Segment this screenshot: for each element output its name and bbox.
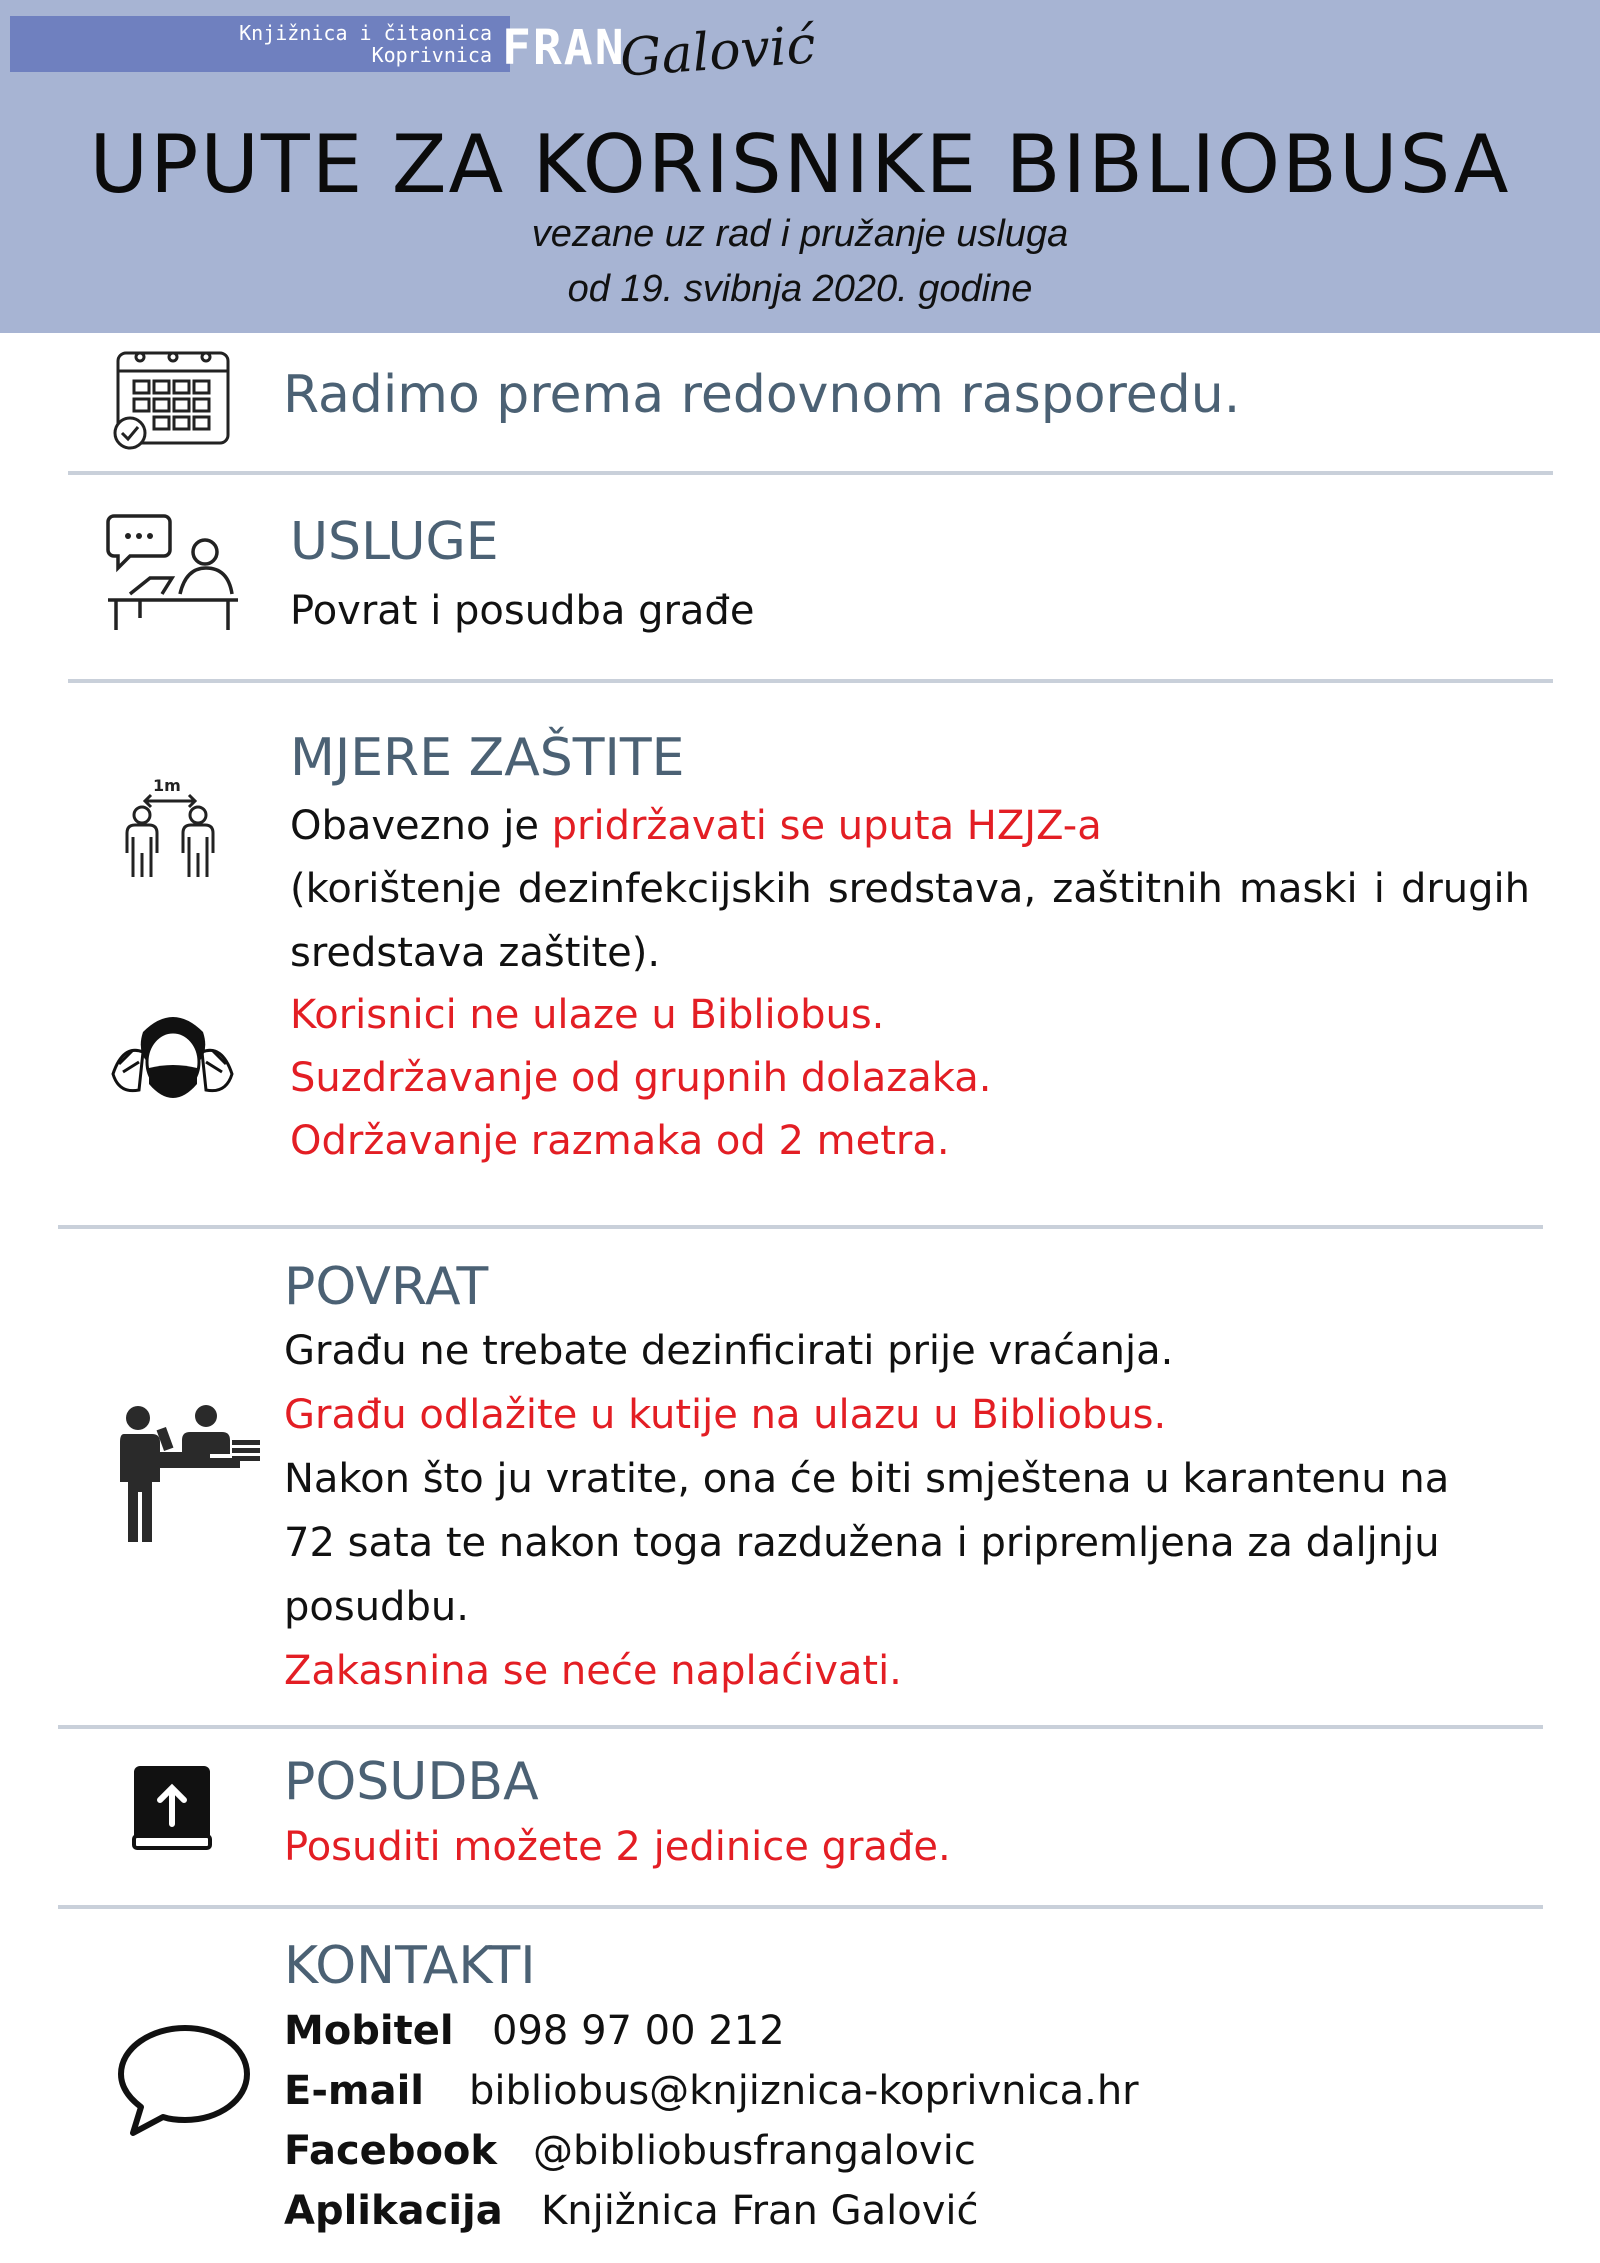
divider xyxy=(68,471,1553,475)
mjere-line-1-red: pridržavati se uputa HZJZ-a xyxy=(551,803,1102,849)
posudba-text: Posuditi možete 2 jedinice građe. xyxy=(284,1824,951,1870)
usluge-heading: USLUGE xyxy=(290,512,499,572)
povrat-line-4: 72 sata te nakon toga razdužena i pripremljena za daljnju xyxy=(284,1520,1440,1566)
divider xyxy=(68,679,1553,683)
mjere-red-3: Održavanje razmaka od 2 metra. xyxy=(290,1118,950,1164)
social-distance-icon xyxy=(115,773,225,883)
contact-label-mobitel: Mobitel xyxy=(284,2008,454,2054)
posudba-heading: POSUDBA xyxy=(284,1752,539,1812)
mjere-line-1-black: Obavezno je xyxy=(290,803,552,849)
contact-label-email: E-mail xyxy=(284,2068,425,2114)
povrat-line-3: Nakon što ju vratite, ona će biti smještena u karantenu na xyxy=(284,1456,1450,1502)
contact-facebook-link[interactable]: @bibliobusfrangalovic xyxy=(533,2128,976,2174)
povrat-line-2: Građu odlažite u kutije na ulazu u Bibliobus. xyxy=(284,1392,1167,1438)
mjere-paragraph: (korištenje dezinfekcijskih sredstava, zaštitnih maski i drugih sredstava zaštite). xyxy=(290,866,1530,976)
library-logo[interactable] xyxy=(10,16,510,72)
contact-app-link[interactable]: Knjižnica Fran Galović xyxy=(541,2188,979,2234)
distance-label: 1m xyxy=(153,776,181,795)
divider xyxy=(58,1905,1543,1909)
subtitle-line-2: od 19. svibnja 2020. godine xyxy=(567,268,1033,310)
contact-email-link[interactable]: bibliobus@knjiznica-koprivnica.hr xyxy=(469,2068,1139,2114)
logo-line-2: Koprivnica xyxy=(371,43,492,67)
speech-bubble-icon xyxy=(115,2020,255,2140)
divider xyxy=(58,1725,1543,1729)
povrat-heading: POVRAT xyxy=(284,1257,489,1317)
header-banner xyxy=(0,0,1600,333)
calendar-icon xyxy=(110,345,235,453)
mjere-red-2: Suzdržavanje od grupnih dolazaka. xyxy=(290,1055,992,1101)
logo-line-1: Knjižnica i čitaonica xyxy=(239,21,492,45)
subtitle-line-1: vezane uz rad i pružanje usluga xyxy=(531,213,1069,255)
contact-phone-link[interactable]: 098 97 00 212 xyxy=(492,2008,785,2054)
kontakti-heading: KONTAKTI xyxy=(284,1936,536,1996)
logo-signature: Galović xyxy=(618,15,818,89)
povrat-line-6: Zakasnina se neće naplaćivati. xyxy=(284,1648,902,1694)
povrat-line-1: Građu ne trebate dezinficirati prije vraćanja. xyxy=(284,1328,1174,1374)
contact-label-facebook: Facebook xyxy=(284,2128,498,2174)
divider xyxy=(58,1225,1543,1229)
page-title: UPUTE ZA KORISNIKE BIBLIOBUSA xyxy=(89,118,1511,211)
librarian-desk-icon xyxy=(100,508,245,633)
face-mask-icon xyxy=(105,1002,240,1122)
contact-label-aplikacija: Aplikacija xyxy=(284,2188,503,2234)
logo-fran: FRAN xyxy=(502,20,626,76)
mjere-heading: MJERE ZAŠTITE xyxy=(290,728,685,788)
book-return-counter-icon xyxy=(108,1400,268,1550)
schedule-text: Radimo prema redovnom rasporedu. xyxy=(283,365,1241,425)
povrat-line-5: posudbu. xyxy=(284,1584,469,1630)
mjere-red-1: Korisnici ne ulaze u Bibliobus. xyxy=(290,992,885,1038)
mjere-line-1 xyxy=(290,803,1102,849)
usluge-text: Povrat i posudba građe xyxy=(290,588,755,634)
book-upload-icon xyxy=(130,1762,215,1862)
